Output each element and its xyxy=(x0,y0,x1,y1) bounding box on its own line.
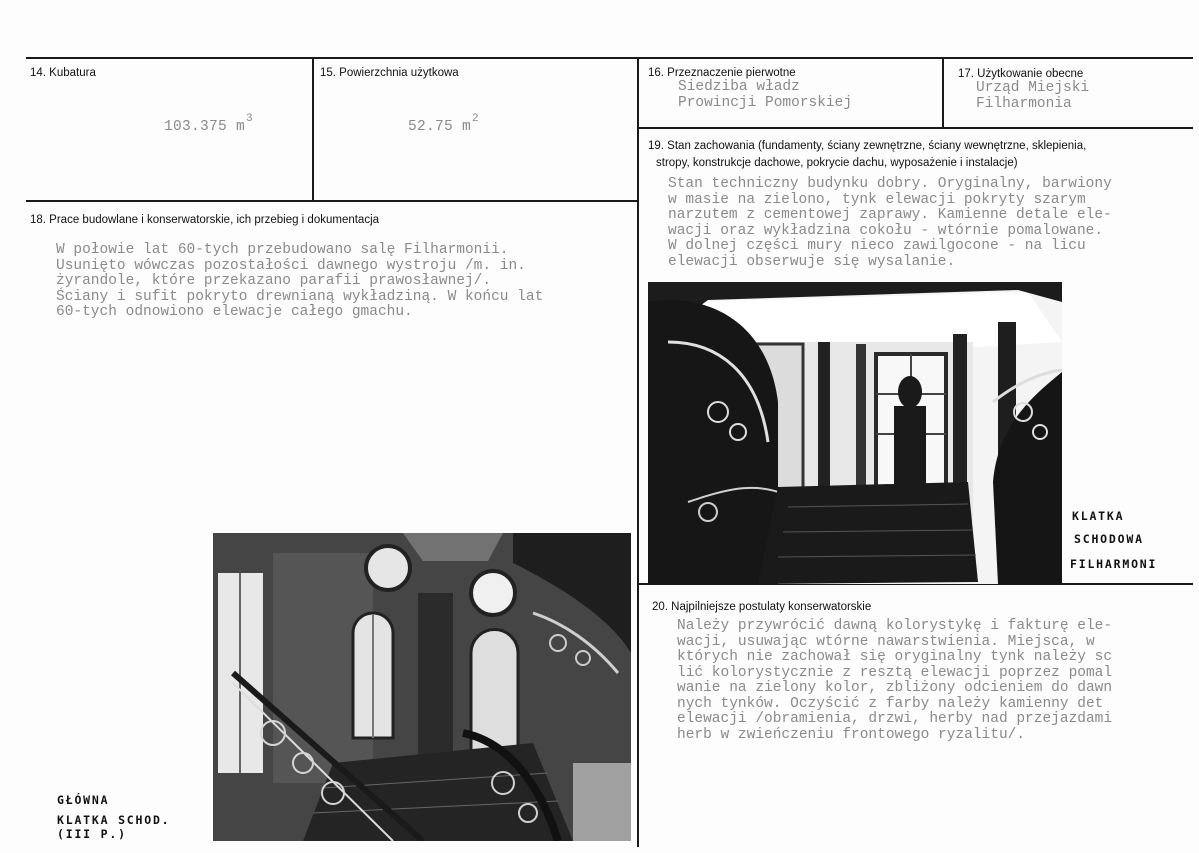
text-line: Filharmonia xyxy=(976,95,1072,112)
text-line: w masie na zielono, tynk elewacji pokryty szarym xyxy=(668,191,1086,208)
divider xyxy=(942,57,944,128)
text-line: narzutem z cementowej zaprawy. Kamienne detale ele- xyxy=(668,207,1112,223)
field-20-value xyxy=(677,619,1112,743)
text-line: których nie zachował się oryginalny tynk należy sc xyxy=(677,649,1113,665)
area-value: 52.75 m xyxy=(408,118,472,135)
text-line: Ściany i sufit pokryto drewnianą wykładziną. W końcu lat xyxy=(56,288,544,305)
text-line: Prowincji Pomorskiej xyxy=(678,94,853,111)
text-line: Stan techniczny budynku dobry. Oryginalny, barwiony xyxy=(668,176,1112,192)
field-19-label-line-2: stropy, konstrukcje dachowe, pokrycie dachu, wyposażenie i instalacje) xyxy=(656,157,1018,169)
caption-line: SCHODOWA xyxy=(1074,532,1144,546)
photo-graphic xyxy=(213,533,631,841)
field-16-value xyxy=(678,80,852,111)
field-14-value xyxy=(128,104,253,152)
field-17-label: 17. Użytkowanie obecne xyxy=(958,68,1084,80)
text-line: wacji oraz wykładzina cokołu - wtórnie pomalowane. xyxy=(668,222,1104,239)
text-line: 60-tych odnowiono elewacje całego gmachu. xyxy=(56,304,413,320)
text-line: Należy przywrócić dawną kolorystykę i fakturę ele- xyxy=(677,618,1113,634)
field-20-label: 20. Najpilniejsze postulaty konserwatorskie xyxy=(652,601,872,613)
divider xyxy=(312,57,314,201)
text-line: lić kolorystycznie z resztą elewacji poprzez pomal xyxy=(677,664,1113,681)
volume-unit-exponent: 3 xyxy=(246,112,253,125)
field-17-value xyxy=(976,81,1089,112)
field-19-value xyxy=(668,177,1112,270)
field-19-label-line-1: 19. Stan zachowania (fundamenty, ściany zewnętrzne, ściany wewnętrzne, sklepienia, xyxy=(648,140,1087,152)
caption-line: GŁÓWNA xyxy=(57,793,110,807)
text-line: Urząd Miejski xyxy=(976,80,1090,96)
divider xyxy=(638,127,1193,129)
text-line: W połowie lat 60-tych przebudowano salę Filharmonii. xyxy=(56,242,509,258)
divider xyxy=(26,200,638,202)
field-15-label: 15. Powierzchnia użytkowa xyxy=(320,67,459,79)
volume-value: 103.375 m xyxy=(164,118,246,135)
field-16-label: 16. Przeznaczenie pierwotne xyxy=(648,67,796,79)
staircase-photo-filharmonia xyxy=(648,282,1062,584)
right-photo-caption xyxy=(1070,508,1157,573)
field-18-label: 18. Prace budowlane i konserwatorskie, ich przebieg i dokumentacja xyxy=(30,214,380,226)
field-14-label: 14. Kubatura xyxy=(30,67,96,79)
divider xyxy=(26,57,1193,59)
text-line: Siedziba władz xyxy=(678,79,800,95)
text-line: elewacji obserwuje się wysalanie. xyxy=(668,253,956,270)
text-line: wacji, usuwając wtórne nawarstwienia. Miejsca, w xyxy=(677,633,1095,650)
text-line: elewacji /obramienia, drzwi, herby nad przejazdami xyxy=(677,711,1113,727)
text-line: nych tynków. Oczyścić z farby należy kamienny det xyxy=(677,695,1104,712)
main-staircase-photo xyxy=(213,533,631,841)
caption-line: KLATKA xyxy=(1072,509,1125,523)
caption-line: FILHARMONI xyxy=(1070,557,1158,571)
caption-line: KLATKA SCHOD. xyxy=(57,813,171,827)
text-line: herb w zwieńczeniu frontowego ryzalitu/. xyxy=(677,726,1026,743)
text-line: żyrandole, które przekazano parafii prawosławnej/. xyxy=(56,273,492,289)
field-18-value xyxy=(56,243,543,321)
text-line: Usunięto wówczas pozostałości dawnego wystroju /m. in. xyxy=(56,257,526,274)
caption-line: (III P.) xyxy=(57,827,127,841)
field-15-value xyxy=(372,104,479,152)
divider xyxy=(637,57,639,847)
text-line: W dolnej części mury nieco zawilgocone - na licu xyxy=(668,238,1086,254)
area-unit-exponent: 2 xyxy=(472,112,479,125)
text-line: wanie na zielony kolor, zbliżony odcieniem do dawn xyxy=(677,680,1113,696)
left-photo-caption xyxy=(57,792,170,842)
photo-graphic xyxy=(648,282,1062,584)
